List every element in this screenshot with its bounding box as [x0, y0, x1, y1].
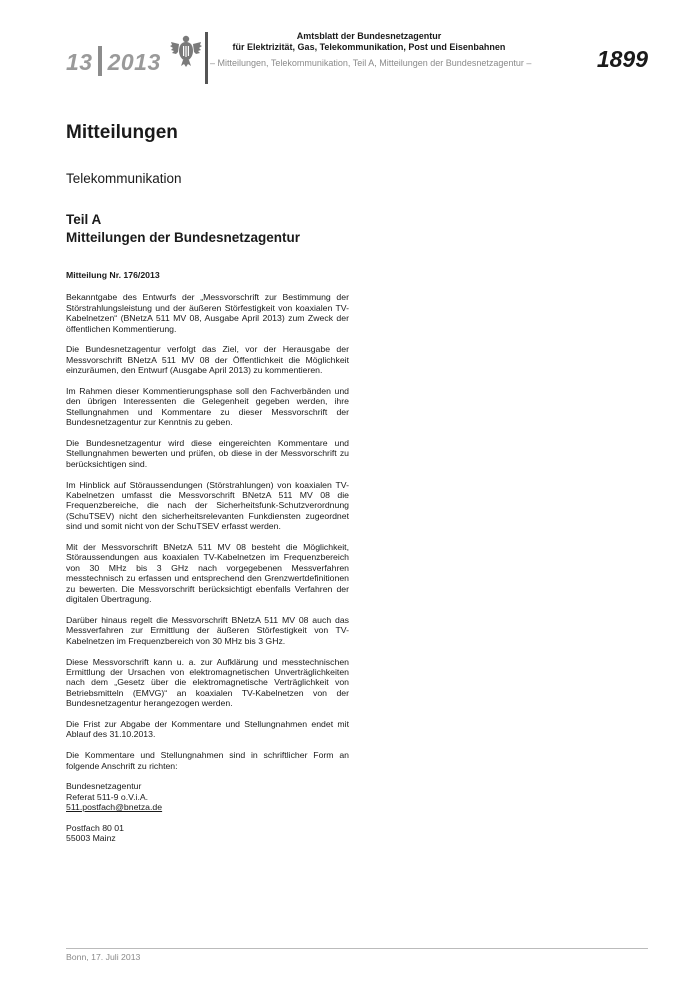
footer-rule: [66, 948, 648, 949]
notice-paragraph: Die Bundesnetzagentur wird diese eingereichten Kommentare und Stellungnahmen bewerten und prüfen, ob diese in der Messvorschrift zu berücksichtigen sind.: [66, 438, 349, 469]
notice-title: Mitteilung Nr. 176/2013: [66, 270, 160, 280]
notice-paragraph: Darüber hinaus regelt die Messvorschrift BNetzA 511 MV 08 auch das Messverfahren zur Ermittlung der äußeren Störfestigkeit von TV-Kabelnetzen im Frequenzbereich von 30 MHz bis 3 GHz.: [66, 614, 349, 646]
part-title: Mitteilungen der Bundesnetzagentur: [66, 230, 301, 245]
address-name: Bundesnetzagentur: [66, 781, 142, 792]
part-label: Teil A: [66, 212, 102, 227]
page-title: Mitteilungen: [66, 122, 178, 143]
issue-label: [66, 46, 161, 76]
address-unit: Referat 511-9 o.V.i.A.: [66, 791, 149, 802]
notice-paragraph: Mit der Messvorschrift BNetzA 511 MV 08 besteht die Möglichkeit, Störaussendungen aus koaxialen TV-Kabelnetzen im Frequenzbereich von 30 MHz bis 3 GHz nach vorgegebenen Messverfahren messtechnisch zu erfassen und entsprechend den Grenzwertdefinitionen zu bewerten. Die Messvorschrift berücksichtigt ebenfalls Verfahren der digitalen Übertragung.: [66, 542, 349, 605]
notice-paragraph: Die Frist zur Abgabe der Kommentare und Stellungnahmen endet mit Ablauf des 31.10.2013.: [66, 718, 349, 740]
notice-paragraph: Die Kommentare und Stellungnahmen sind in schriftlicher Form an folgende Anschrift zu richten:: [66, 750, 349, 771]
address-city: 55003 Mainz: [66, 833, 116, 844]
issue-separator: [98, 46, 102, 76]
notice-paragraph: Im Hinblick auf Störaussendungen (Störstrahlungen) von koaxialen TV-Kabelnetzen umfasst die Messvorschrift BNetzA 511 MV 08 die Frequenzbereiche, die nach der Sicherheitsfunk-Schutzverordnung (SchuTSEV) nicht den sicherheitsrelevanten Funkdiensten zugeordnet sind und somit nicht von der SchuTSEV erfasst werden.: [66, 479, 349, 532]
gazette-title: [210, 31, 528, 53]
header-divider: [205, 32, 208, 84]
federal-eagle-icon: [170, 33, 202, 67]
notice-column: [66, 270, 349, 854]
gazette-title-line1: Amtsblatt der Bundesnetzagentur: [296, 31, 442, 41]
footer-place-date: Bonn, 17. Juli 2013: [66, 952, 141, 962]
gazette-subtitle: – Mitteilungen, Telekommunikation, Teil A, Mitteilungen der Bundesnetzagentur –: [210, 58, 532, 68]
notice-paragraph: Die Bundesnetzagentur verfolgt das Ziel, vor der Herausgabe der Messvorschrift BNetzA 511 MV 08 der Öffentlichkeit die Möglichkeit einzuräumen, den Entwurf (Ausgabe April 2013) zu kommentieren.: [66, 344, 349, 376]
notice-paragraph: Im Rahmen dieser Kommentierungsphase soll den Fachverbänden und den übrigen Interessenten die Gelegenheit gegeben werden, ihre Stellungnahmen und Kommentare zu dieser Messvorschrift der Bundesnetzagentur zur Kenntnis zu geben.: [66, 386, 349, 428]
address-block: [66, 781, 349, 812]
gazette-title-line2: für Elektrizität, Gas, Telekommunikation, Post und Eisenbahnen: [232, 42, 506, 52]
address-pobox: Postfach 80 01: [66, 822, 124, 833]
notice-paragraph: Bekanntgabe des Entwurfs der „Messvorschrift zur Bestimmung der Störstrahlungsleistung und der äußeren Störfestigkeit von koaxialen TV-Kabelnetzen“ (BNetzA 511 MV 08, Ausgabe April 2013) zum Zweck der öffentlichen Kommentierung.: [66, 292, 349, 334]
page-number: 1899: [596, 46, 648, 72]
postal-block: [66, 823, 349, 844]
notice-paragraph: Diese Messvorschrift kann u. a. zur Aufklärung und messtechnischen Ermittlung der Ursachen von elektromagnetischen Unverträglichkeiten nach dem „Gesetz über die elektromagnetische Verträglichkeit von Betriebsmitteln (EMVG)“ an koaxialen TV-Kabelnetzen von der Bundesnetzagentur herangezogen werden.: [66, 656, 349, 709]
issue-year: 2013: [107, 49, 161, 75]
issue-number: 13: [66, 49, 93, 75]
part-heading: [66, 211, 300, 247]
section-heading: Telekommunikation: [66, 171, 182, 186]
address-email-link[interactable]: 511.postfach@bnetza.de: [66, 802, 163, 813]
